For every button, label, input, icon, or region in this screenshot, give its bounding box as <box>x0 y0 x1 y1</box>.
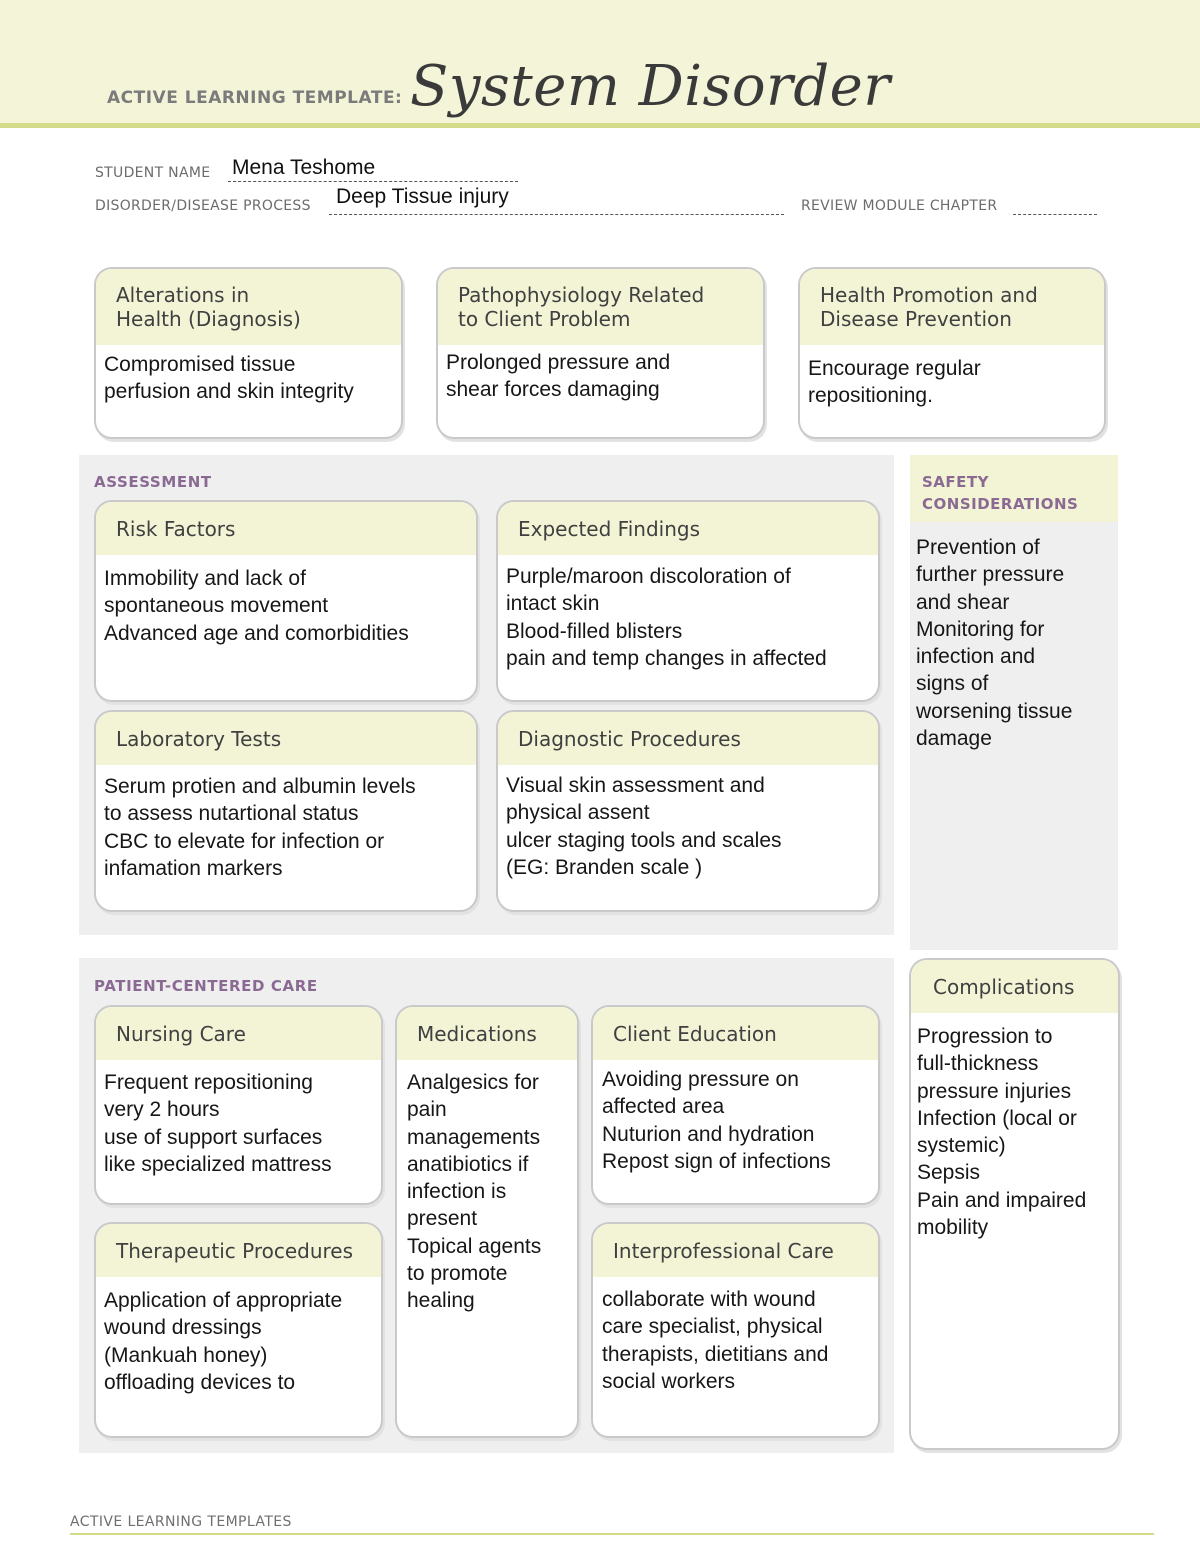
risk-factors-body[interactable]: Immobility and lack of spontaneous movement Advanced age and comorbidities <box>104 567 409 645</box>
complications-body[interactable]: Progression to full-thickness pressure injuries Infection (local or systemic) Sepsis Pain and impaired mobility <box>917 1025 1087 1240</box>
diagnostic-procedures-card <box>496 710 880 912</box>
risk-factors-title: Risk Factors <box>96 502 476 555</box>
expected-findings-title: Expected Findings <box>498 502 878 555</box>
medications-body[interactable]: Analgesics for pain managements anatibiotics if infection is present Topical agents to promote healing <box>407 1071 542 1313</box>
laboratory-tests-card <box>94 710 478 912</box>
patient-centered-care-label: PATIENT-CENTERED CARE <box>94 977 318 995</box>
therapeutic-procedures-card <box>94 1222 383 1438</box>
diagnostic-procedures-body[interactable]: Visual skin assessment and physical assent ulcer staging tools and scales (EG: Branden scale ) <box>506 774 782 879</box>
therapeutic-procedures-body[interactable]: Application of appropriate wound dressings (Mankuah honey) offloading devices to <box>104 1289 343 1394</box>
diagnostic-procedures-title: Diagnostic Procedures <box>498 712 878 765</box>
page-title: System Disorder <box>410 54 891 119</box>
disorder-label: DISORDER/DISEASE PROCESS <box>95 198 311 214</box>
pathophysiology-body[interactable]: Prolonged pressure and shear forces damaging <box>446 351 671 402</box>
nursing-care-body[interactable]: Frequent repositioning very 2 hours use of support surfaces like specialized mattress <box>104 1071 332 1176</box>
header-rule <box>0 123 1200 128</box>
safety-header <box>910 455 1118 522</box>
alterations-body[interactable]: Compromised tissue perfusion and skin integrity <box>104 353 354 404</box>
safety-body[interactable]: Prevention of further pressure and shear Monitoring for infection and signs of worsening tissue damage <box>916 536 1073 751</box>
laboratory-tests-body[interactable]: Serum protien and albumin levels to assess nutartional status CBC to elevate for infection or infamation markers <box>104 775 416 880</box>
health-promotion-body[interactable]: Encourage regular repositioning. <box>808 357 981 408</box>
laboratory-tests-title: Laboratory Tests <box>96 712 476 765</box>
footer-text: ACTIVE LEARNING TEMPLATES <box>70 1514 292 1530</box>
disorder-field[interactable]: Deep Tissue injury <box>336 185 509 208</box>
client-education-title: Client Education <box>593 1007 878 1060</box>
expected-findings-card <box>496 500 880 702</box>
safety-label: SAFETY CONSIDERATIONS <box>922 473 1079 513</box>
medications-card <box>395 1005 579 1438</box>
student-name-label: STUDENT NAME <box>95 165 211 181</box>
expected-findings-body[interactable]: Purple/maroon discoloration of intact skin Blood-filled blisters pain and temp changes in affected <box>506 565 827 670</box>
pathophysiology-title: Pathophysiology Related to Client Problem <box>438 269 763 345</box>
nursing-care-card <box>94 1005 383 1205</box>
footer-rule <box>70 1533 1154 1535</box>
risk-factors-card <box>94 500 478 702</box>
therapeutic-procedures-title: Therapeutic Procedures <box>96 1224 381 1277</box>
nursing-care-title: Nursing Care <box>96 1007 381 1060</box>
alterations-title: Alterations in Health (Diagnosis) <box>96 269 401 345</box>
review-module-field[interactable] <box>1013 214 1097 215</box>
health-promotion-title: Health Promotion and Disease Prevention <box>800 269 1104 345</box>
medications-title: Medications <box>397 1007 577 1060</box>
alterations-card <box>94 267 403 439</box>
health-promotion-card <box>798 267 1106 439</box>
complications-title: Complications <box>911 960 1118 1013</box>
student-name-line <box>228 181 518 182</box>
review-module-label: REVIEW MODULE CHAPTER <box>801 198 998 214</box>
interprofessional-care-card <box>591 1222 880 1438</box>
interprofessional-care-body[interactable]: collaborate with wound care specialist, physical therapists, dietitians and social workers <box>602 1288 829 1393</box>
template-prefix: ACTIVE LEARNING TEMPLATE: <box>107 88 403 108</box>
client-education-body[interactable]: Avoiding pressure on affected area Nuturion and hydration Repost sign of infections <box>602 1068 831 1173</box>
interprofessional-care-title: Interprofessional Care <box>593 1224 878 1277</box>
disorder-line <box>329 214 784 215</box>
complications-card <box>909 958 1120 1450</box>
pathophysiology-card <box>436 267 765 439</box>
client-education-card <box>591 1005 880 1205</box>
assessment-label: ASSESSMENT <box>94 473 212 491</box>
student-name-field[interactable]: Mena Teshome <box>232 156 376 179</box>
